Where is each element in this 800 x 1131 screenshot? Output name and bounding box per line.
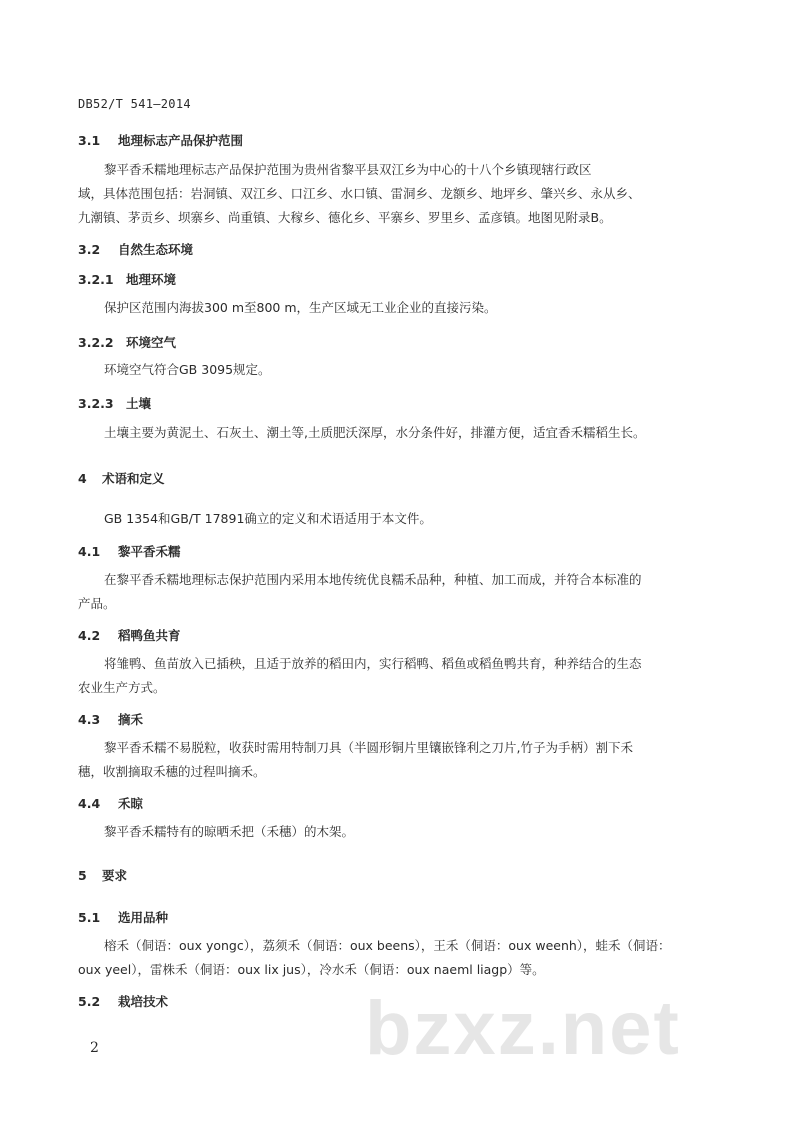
paragraph-line: 农业生产方式。 [78,680,166,695]
section-title: 地理标志产品保护范围 [118,133,244,148]
section-number: 3.2.2 [78,335,114,350]
section-title: 要求 [102,868,128,883]
section-heading-4-3 [78,710,143,728]
section-title: 土壤 [126,396,152,411]
section-number: 3.2 [78,242,101,257]
section-number: 3.2.1 [78,272,114,287]
section-number: 4 [78,471,87,486]
section-heading-3-2-1 [78,270,176,288]
paragraph-line: 黎平香禾糯特有的晾晒禾把（禾穗）的木架。 [104,824,355,839]
section-heading-3-2 [78,240,193,258]
section-number: 3.1 [78,133,101,148]
section-heading-5 [78,866,127,884]
paragraph-line: 产品。 [78,596,116,611]
document-code-header: DB52/T 541—2014 [78,97,191,111]
paragraph-line: 榕禾（侗语：oux yongc），荔须禾（侗语：oux beens），王禾（侗语：oux weenh），蛙禾（侗语： [104,938,671,953]
section-heading-3-1 [78,131,243,149]
section-heading-4-2 [78,626,181,644]
section-title: 稻鸭鱼共育 [118,628,181,643]
section-title: 自然生态环境 [118,242,194,257]
section-title: 地理环境 [126,272,177,287]
paragraph-line: 穗，收割摘取禾穗的过程叫摘禾。 [78,764,266,779]
section-heading-4-4 [78,794,143,812]
paragraph-line: 保护区范围内海拔300 m至800 m，生产区域无工业企业的直接污染。 [104,300,497,315]
section-number: 4.1 [78,544,101,559]
section-title: 术语和定义 [102,471,165,486]
page-number: 2 [90,1040,99,1056]
paragraph-line: 黎平香禾糯地理标志产品保护范围为贵州省黎平县双江乡为中心的十八个乡镇现辖行政区 [104,162,592,177]
section-number: 5.1 [78,910,101,925]
section-title: 黎平香禾糯 [118,544,181,559]
section-title: 禾晾 [118,796,144,811]
section-title: 摘禾 [118,712,144,727]
paragraph-line: 将雏鸭、鱼苗放入已插秧，且适于放养的稻田内，实行稻鸭、稻鱼或稻鱼鸭共育，种养结合的生态 [104,656,642,671]
paragraph-line: 土壤主要为黄泥土、石灰土、潮土等,土质肥沃深厚，水分条件好，排灌方便，适宜香禾糯稻生长。 [104,425,646,440]
section-heading-3-2-3 [78,394,151,412]
section-heading-3-2-2 [78,333,176,351]
paragraph-line: GB 1354和GB/T 17891确立的定义和术语适用于本文件。 [104,511,432,526]
paragraph-line: 环境空气符合GB 3095规定。 [104,362,271,377]
section-number: 4.4 [78,796,101,811]
watermark: bzxz.net [365,986,681,1071]
section-number: 4.3 [78,712,101,727]
section-number: 5 [78,868,87,883]
section-number: 5.2 [78,994,101,1009]
section-heading-4 [78,469,165,487]
paragraph-line: 黎平香禾糯不易脱粒，收获时需用特制刀具（半圆形铜片里镶嵌锋利之刀片,竹子为手柄）割下禾 [104,740,633,755]
section-number: 4.2 [78,628,101,643]
paragraph-line: oux yeel），雷株禾（侗语：oux lix jus），冷水禾（侗语：oux naeml liagp）等。 [78,962,545,977]
paragraph-line: 在黎平香禾糯地理标志保护范围内采用本地传统优良糯禾品种，种植、加工而成，并符合本标准的 [104,572,642,587]
section-number: 3.2.3 [78,396,114,411]
section-title: 环境空气 [126,335,177,350]
section-heading-4-1 [78,542,181,560]
paragraph-line: 九潮镇、茅贡乡、坝寨乡、尚重镇、大稼乡、德化乡、平寨乡、罗里乡、孟彦镇。地图见附录B。 [78,210,612,225]
section-heading-5-1 [78,908,168,926]
paragraph-line: 域，具体范围包括：岩洞镇、双江乡、口江乡、水口镇、雷洞乡、龙额乡、地坪乡、肇兴乡、永从乡、 [78,186,641,201]
section-heading-5-2 [78,992,168,1010]
section-title: 栽培技术 [118,994,169,1009]
section-title: 选用品种 [118,910,169,925]
